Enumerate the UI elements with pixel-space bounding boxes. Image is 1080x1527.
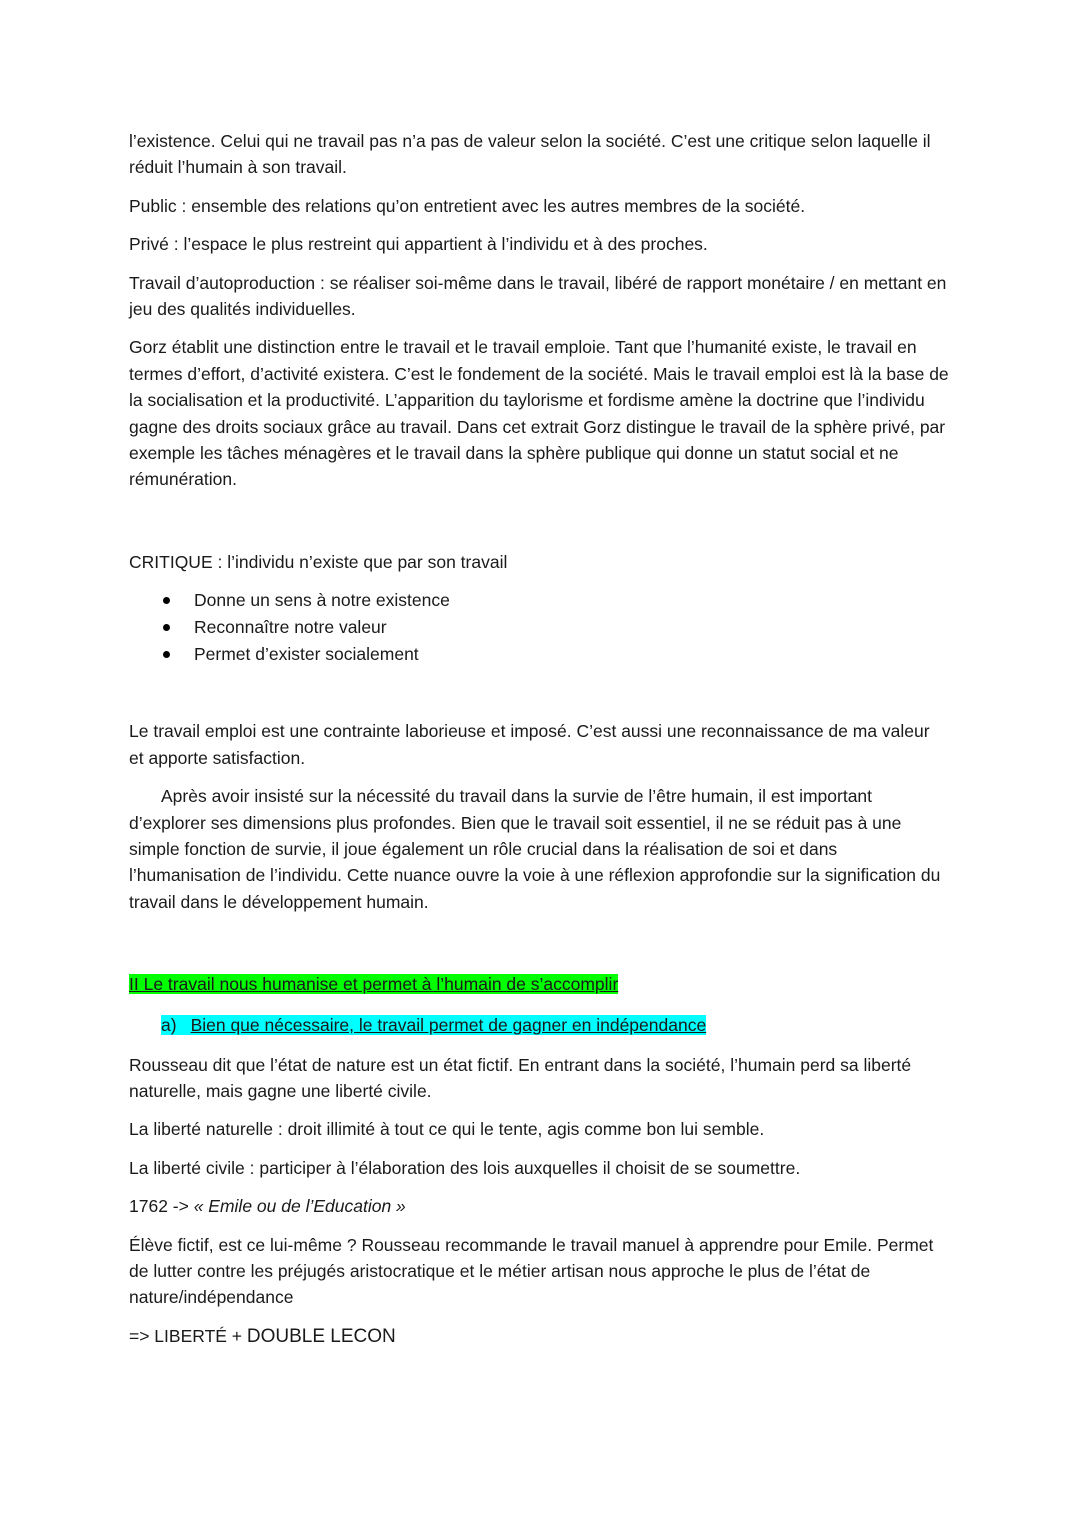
subsection-highlight [161, 1015, 706, 1035]
paragraph: Le travail emploi est une contrainte laborieuse et imposé. C’est aussi une reconnaissance de ma valeur et apporte satisfaction. [129, 721, 930, 768]
definition-liberte-naturelle: La liberté naturelle : droit illimité à tout ce qui le tente, agis comme bon lui semble. [129, 1119, 765, 1140]
book-title: « Emile ou de l’Education » [193, 1196, 406, 1217]
conclusion-line: => LIBERTÉ + DOUBLE LECON [129, 1325, 396, 1347]
subsection-title: Bien que nécessaire, le travail permet de gagner en indépendance [190, 1014, 707, 1035]
subsection-heading [161, 1012, 949, 1038]
subsection-label: a) [161, 1014, 177, 1035]
list-item: Reconnaître notre valeur [129, 614, 949, 641]
list-item: Donne un sens à notre existence [129, 587, 949, 614]
section-heading [129, 971, 949, 997]
paragraph: l’existence. Celui qui ne travail pas n’a pas de valeur selon la société. C’est une critique selon laquelle il réduit l’humain à son travail. [129, 131, 931, 178]
bullet-list [129, 587, 949, 668]
document-page [129, 128, 949, 1362]
definition-prive: Privé : l’espace le plus restreint qui appartient à l’individu et à des proches. [129, 234, 708, 255]
reference-line: 1762 -> « Emile ou de l’Education » [129, 1196, 406, 1217]
bullet-icon [163, 624, 170, 631]
definition-public: Public : ensemble des relations qu’on entretient avec les autres membres de la société. [129, 195, 806, 216]
paragraph-transition: Après avoir insisté sur la nécessité du travail dans la survie de l’être humain, il est important d’explorer ses dimensions plus profondes. Bien que le travail soit essentiel, il ne se réduit pas à une simple fonction de survie, il joue également un rôle crucial dans la réalisation de soi et dans l’humanisation de l’individu. Cette nuance ouvre la voie à une réflexion approfondie sur la signification du travail dans le développement humain. [129, 786, 941, 912]
definition-liberte-civile: La liberté civile : participer à l’élaboration des lois auxquelles il choisit de se soumettre. [129, 1157, 801, 1178]
list-item: Permet d’exister socialement [129, 641, 949, 668]
critique-line: CRITIQUE : l’individu n’existe que par son travail [129, 551, 508, 572]
paragraph-gorz: Gorz établit une distinction entre le travail et le travail emploie. Tant que l’humanité existe, le travail en termes d’effort, d’activité existera. C’est le fondement de la société. Mais le travail emploi est là la base de la socialisation et la productivité. L’apparition du taylorisme et fordisme amène la doctrine que l’individu gagne des droits sociaux grâce au travail. Dans cet extrait Gorz distingue le travail de la sphère privé, par exemple les tâches ménagères et le travail dans la sphère publique qui donne un statut social et ne rémunération. [129, 337, 949, 490]
paragraph-emile: Élève fictif, est ce lui-même ? Rousseau recommande le travail manuel à apprendre pour Emile. Permet de lutter contre les préjugés aristocratique et le métier artisan nous approche le plus de l’état de nature/indépendance [129, 1234, 934, 1308]
paragraph-rousseau: Rousseau dit que l’état de nature est un état fictif. En entrant dans la société, l’humain perd sa liberté naturelle, mais gagne une liberté civile. [129, 1054, 912, 1101]
definition-autoproduction: Travail d’autoproduction : se réaliser soi-même dans le travail, libéré de rapport monétaire / en mettant en jeu des qualités individuelles. [129, 272, 947, 320]
bullet-icon [163, 597, 170, 604]
section-title: II Le travail nous humanise et permet à l’humain de s’accomplir [129, 974, 619, 995]
bullet-icon [163, 651, 170, 658]
